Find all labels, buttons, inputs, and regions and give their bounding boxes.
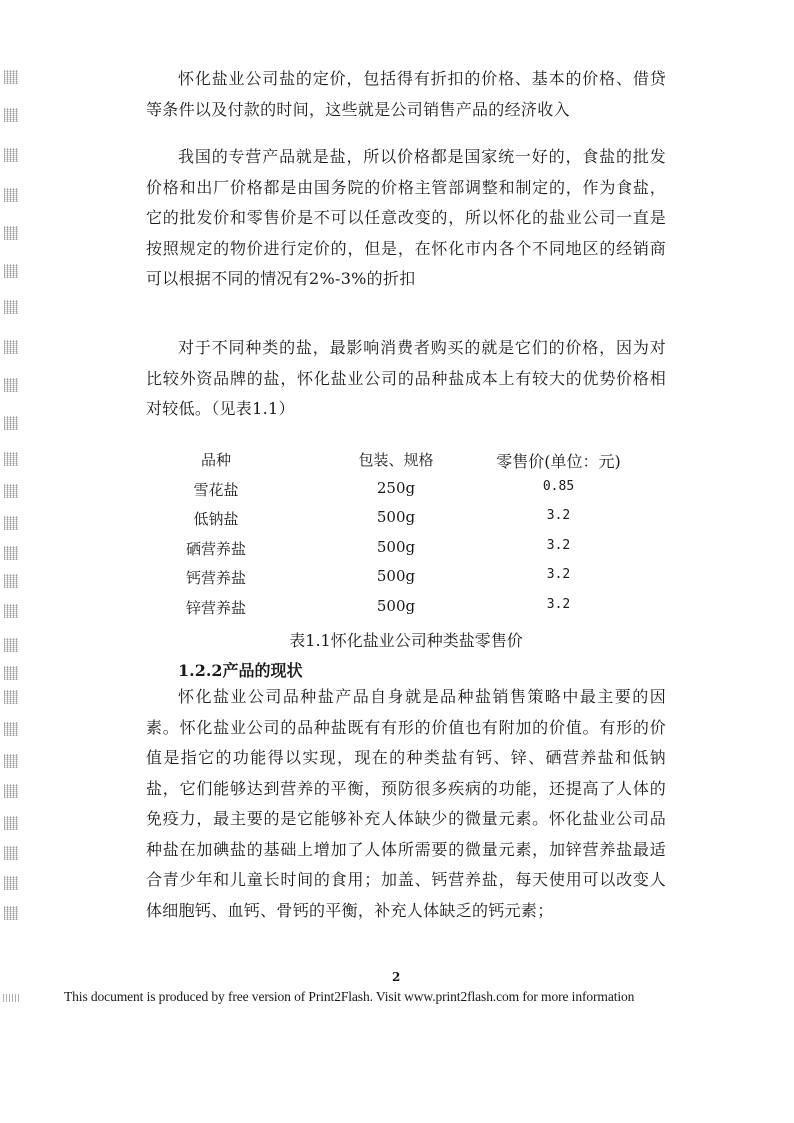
cell-variety: 硒营养盐 — [185, 539, 246, 558]
scan-artifacts — [0, 60, 22, 1020]
header-variety: 品种 — [200, 451, 231, 469]
cell-price: 3.2 — [546, 508, 571, 523]
table-caption: 表1.1怀化盐业公司种类盐零售价 — [289, 631, 523, 650]
paragraph-price-comparison: 对于不同种类的盐，最影响消费者购买的就是它们的价格，因为对比较外资品牌的盐，怀化盐业公司的品种盐成本上有较大的优势价格相对较低。（见表1.1） — [146, 338, 666, 418]
table-row — [146, 508, 666, 538]
page-number: 2 — [392, 970, 401, 984]
cell-variety: 雪花盐 — [193, 480, 239, 499]
cell-price: 3.2 — [546, 537, 571, 553]
section-heading: 1.2.2产品的现状 — [178, 661, 303, 680]
paragraph-pricing: 怀化盐业公司盐的定价，包括得有折扣的价格、基本的价格、借贷等条件以及付款的时间，这些就是公司销售产品的经济收入 — [146, 69, 666, 119]
paragraph-state-pricing: 我国的专营产品就是盐，所以价格都是国家统一好的，食盐的批发价格和出厂价格都是由国务院的价格主管部调整和制定的，作为食盐，它的批发价和零售价是不可以任意改变的，所以怀化的盐业公司一直是按照规定的物价进行定价的，但是，在怀化市内各个不同地区的经销商可以根据不同的情况有2%-3%的折扣 — [146, 147, 666, 288]
cell-package: 500g — [376, 567, 416, 585]
table-row — [146, 597, 666, 627]
cell-package: 500g — [376, 537, 416, 556]
header-package: 包装、规格 — [358, 451, 434, 469]
table-row — [146, 567, 666, 597]
table-row — [146, 479, 666, 509]
cell-price: 3.2 — [546, 567, 571, 582]
cell-package: 500g — [376, 508, 416, 526]
paragraph-product-status: 怀化盐业公司品种盐产品自身就是品种盐销售策略中最主要的因素。怀化盐业公司的品种盐既有有形的价值也有附加的价值。有形的价值是指它的功能得以实现，现在的种类盐有钙、锌、硒营养盐和低钠盐，它们能够达到营养的平衡，预防很多疾病的功能，还提高了人体的免疫力，最主要的是它能够补充人体缺少的微量元素。怀化盐业公司品种盐在加碘盐的基础上增加了人体所需要的微量元素，加锌营养盐最适合青少年和儿童长时间的食用；加盖、钙营养盐，每天使用可以改变人体细胞钙、血钙、骨钙的平衡，补充人体缺乏的钙元素； — [146, 687, 666, 920]
cell-price: 3.2 — [546, 596, 571, 612]
cell-package: 250g — [376, 478, 416, 497]
header-price: 零售价(单位：元) — [496, 452, 621, 471]
table-header-row — [146, 449, 666, 479]
price-table — [146, 449, 666, 626]
cell-variety: 低钠盐 — [193, 510, 239, 528]
footer-scan-artifact — [3, 994, 21, 1002]
cell-variety: 锌营养盐 — [185, 598, 246, 617]
table-row — [146, 538, 666, 568]
cell-variety: 钙营养盐 — [185, 569, 246, 587]
cell-price: 0.85 — [542, 478, 575, 494]
cell-package: 500g — [376, 596, 416, 615]
watermark-footer: This document is produced by free version of Print2Flash. Visit www.print2flash.com for more information — [64, 989, 635, 1004]
